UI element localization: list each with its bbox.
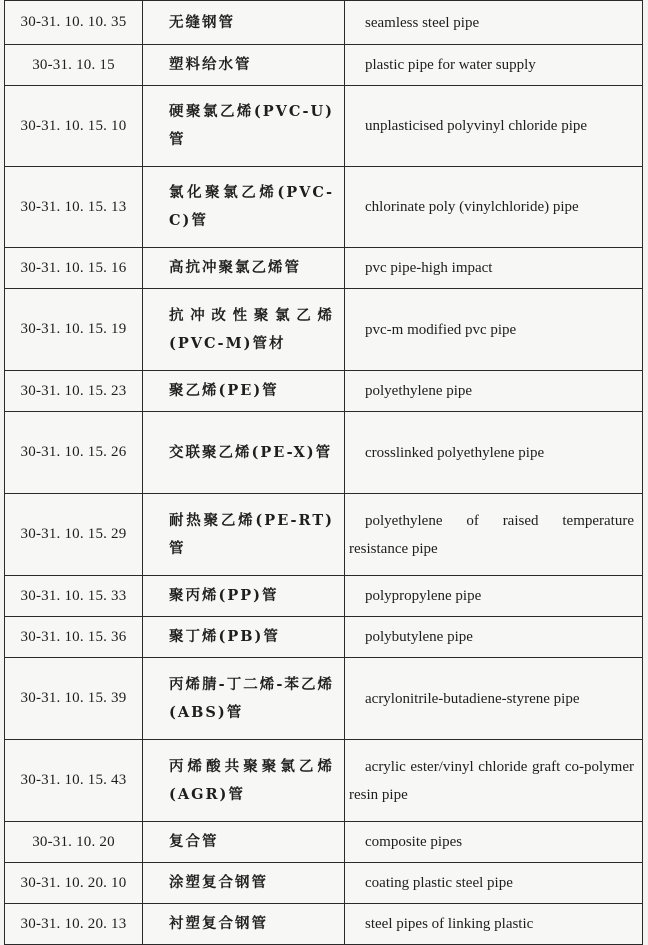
term-english: acrylonitrile-butadiene-styrene pipe: [345, 658, 643, 740]
term-chinese: 硬聚氯乙烯(PVC-U)管: [143, 86, 345, 167]
term-code: 30-31. 10. 15. 33: [5, 576, 143, 617]
term-english: pvc-m modified pvc pipe: [345, 289, 643, 371]
table-row: [5, 412, 643, 494]
term-chinese: 氯化聚氯乙烯(PVC-C)管: [143, 167, 345, 248]
term-code: 30-31. 10. 15. 23: [5, 371, 143, 412]
table-row: [5, 494, 643, 576]
term-chinese: 塑料给水管: [143, 45, 345, 86]
term-english: composite pipes: [345, 822, 643, 863]
table-row: [5, 576, 643, 617]
term-code: 30-31. 10. 20. 13: [5, 904, 143, 945]
term-code: 30-31. 10. 15. 36: [5, 617, 143, 658]
term-chinese: 聚丙烯(PP)管: [143, 576, 345, 617]
table-row: [5, 248, 643, 289]
term-code: 30-31. 10. 15. 16: [5, 248, 143, 289]
term-chinese: 复合管: [143, 822, 345, 863]
table-row: [5, 86, 643, 167]
term-chinese: 聚丁烯(PB)管: [143, 617, 345, 658]
term-english: seamless steel pipe: [345, 1, 643, 45]
term-code: 30-31. 10. 15. 26: [5, 412, 143, 494]
table-row: [5, 289, 643, 371]
term-english: polybutylene pipe: [345, 617, 643, 658]
table-row: [5, 1, 643, 45]
term-english: acrylic ester/vinyl chloride graft co-polymer resin pipe: [345, 740, 643, 822]
term-chinese: 丙烯腈-丁二烯-苯乙烯(ABS)管: [143, 658, 345, 740]
term-english: plastic pipe for water supply: [345, 45, 643, 86]
table-row: [5, 45, 643, 86]
table-row: [5, 617, 643, 658]
terms-table: [4, 0, 643, 945]
table-row: [5, 658, 643, 740]
term-english: crosslinked polyethylene pipe: [345, 412, 643, 494]
term-english: steel pipes of linking plastic: [345, 904, 643, 945]
term-english: coating plastic steel pipe: [345, 863, 643, 904]
term-english: polyethylene of raised temperature resistance pipe: [345, 494, 643, 576]
term-chinese: 无缝钢管: [143, 1, 345, 45]
term-english: unplasticised polyvinyl chloride pipe: [345, 86, 643, 167]
term-code: 30-31. 10. 20: [5, 822, 143, 863]
term-chinese: 抗冲改性聚氯乙烯(PVC-M)管材: [143, 289, 345, 371]
table-row: [5, 863, 643, 904]
term-code: 30-31. 10. 15. 43: [5, 740, 143, 822]
term-english: chlorinate poly (vinylchloride) pipe: [345, 167, 643, 248]
table-row: [5, 167, 643, 248]
term-english: polypropylene pipe: [345, 576, 643, 617]
term-code: 30-31. 10. 15. 10: [5, 86, 143, 167]
table-row: [5, 904, 643, 945]
term-chinese: 交联聚乙烯(PE-X)管: [143, 412, 345, 494]
term-chinese: 高抗冲聚氯乙烯管: [143, 248, 345, 289]
term-chinese: 丙烯酸共聚聚氯乙烯(AGR)管: [143, 740, 345, 822]
term-english: pvc pipe-high impact: [345, 248, 643, 289]
term-code: 30-31. 10. 15. 19: [5, 289, 143, 371]
term-chinese: 涂塑复合钢管: [143, 863, 345, 904]
term-chinese: 衬塑复合钢管: [143, 904, 345, 945]
term-code: 30-31. 10. 15. 29: [5, 494, 143, 576]
table-row: [5, 740, 643, 822]
term-chinese: 耐热聚乙烯(PE-RT)管: [143, 494, 345, 576]
term-english: polyethylene pipe: [345, 371, 643, 412]
term-chinese: 聚乙烯(PE)管: [143, 371, 345, 412]
term-code: 30-31. 10. 15. 39: [5, 658, 143, 740]
term-code: 30-31. 10. 15: [5, 45, 143, 86]
table-row: [5, 371, 643, 412]
term-code: 30-31. 10. 20. 10: [5, 863, 143, 904]
table-row: [5, 822, 643, 863]
term-code: 30-31. 10. 15. 13: [5, 167, 143, 248]
term-code: 30-31. 10. 10. 35: [5, 1, 143, 45]
